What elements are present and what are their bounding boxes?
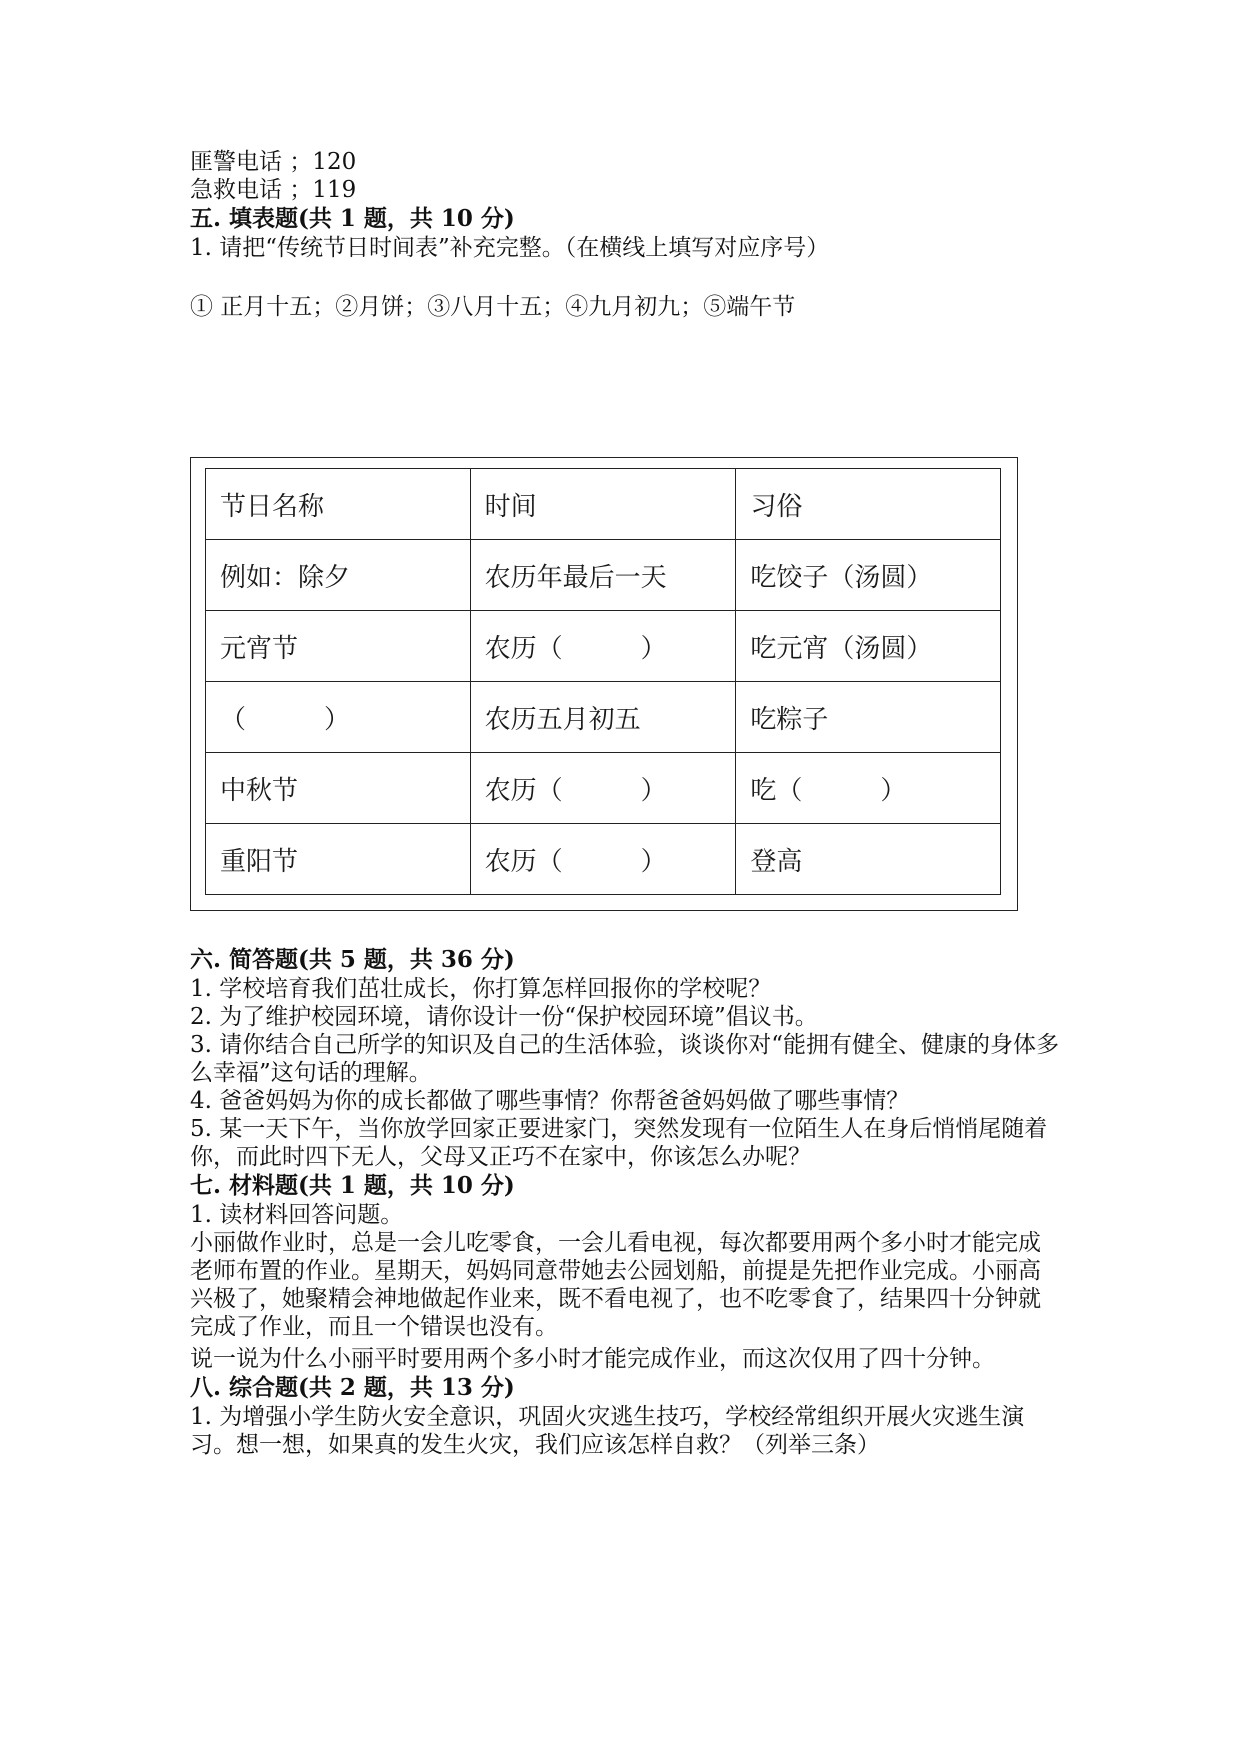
- table-cell: 中秋节: [206, 753, 471, 824]
- table-row: [206, 753, 1001, 824]
- table-cell: 吃（ ）: [736, 753, 1001, 824]
- section6-item: 5. 某一天下午，当你放学回家正要进家门，突然发现有一位陌生人在身后悄悄尾随着你，而此时四下无人，父母又正巧不在家中，你该怎么办呢？: [190, 1116, 1048, 1170]
- table-header-row: [206, 469, 1001, 540]
- table-header-cell: 节日名称: [206, 469, 471, 540]
- emergency-phone-line: 急救电话 ；119: [190, 177, 357, 203]
- table-header-cell: 时间: [470, 469, 736, 540]
- section5-question: 1. 请把“传统节日时间表”补充完整。（在横线上填写对应序号）: [190, 235, 830, 261]
- table-cell: 元宵节: [206, 611, 471, 682]
- section6-item: 1. 学校培育我们茁壮成长，你打算怎样回报你的学校呢？: [190, 976, 772, 1002]
- table-cell: 例如：除夕: [206, 540, 471, 611]
- table-cell: 农历（ ）: [470, 753, 736, 824]
- section6-item: 4. 爸爸妈妈为你的成长都做了哪些事情？你帮爸爸妈妈做了哪些事情？: [190, 1088, 910, 1114]
- section7-question: 1. 读材料回答问题。: [190, 1202, 404, 1228]
- table-cell: 登高: [736, 824, 1001, 895]
- table-cell: 农历年最后一天: [470, 540, 736, 611]
- table-header-cell: 习俗: [736, 469, 1001, 540]
- table-row: [206, 682, 1001, 753]
- table-cell: 农历五月初五: [470, 682, 736, 753]
- table-row: [206, 540, 1001, 611]
- section8-question: 1. 为增强小学生防火安全意识，巩固火灾逃生技巧，学校经常组织开展火灾逃生演习。想一想，如果真的发生火灾，我们应该怎样自救？（列举三条）: [190, 1404, 1025, 1458]
- section7-prompt: 说一说为什么小丽平时要用两个多小时才能完成作业，而这次仅用了四十分钟。: [190, 1346, 995, 1372]
- table-cell: 吃元宵（汤圆）: [736, 611, 1001, 682]
- section5-heading: 五. 填表题(共 1 题，共 10 分): [190, 205, 515, 232]
- table-row: [206, 824, 1001, 895]
- festival-table: [205, 468, 1001, 895]
- section8-heading: 八. 综合题(共 2 题，共 13 分): [190, 1374, 515, 1401]
- section5-options: ① 正月十五；②月饼；③八月十五；④九月初九；⑤端午节: [190, 294, 796, 320]
- section6-heading: 六. 简答题(共 5 题，共 36 分): [190, 946, 515, 973]
- table-cell: 吃饺子（汤圆）: [736, 540, 1001, 611]
- section6-item: 2. 为了维护校园环境，请你设计一份“保护校园环境”倡议书。: [190, 1004, 818, 1030]
- table-cell: 吃粽子: [736, 682, 1001, 753]
- table-cell: 重阳节: [206, 824, 471, 895]
- table-cell: 农历（ ）: [470, 611, 736, 682]
- police-phone-line: 匪警电话 ；120: [190, 149, 357, 175]
- table-cell: 农历（ ）: [470, 824, 736, 895]
- section6-item: 3. 请你结合自己所学的知识及自己的生活体验，谈谈你对“能拥有健全、健康的身体多么幸福”这句话的理解。: [190, 1032, 1060, 1086]
- section7-heading: 七. 材料题(共 1 题，共 10 分): [190, 1172, 515, 1199]
- upper-content: [190, 148, 1070, 322]
- lower-content: [190, 945, 1070, 1459]
- festival-table-frame: [190, 457, 1018, 911]
- table-row: [206, 611, 1001, 682]
- section7-material: 小丽做作业时，总是一会儿吃零食，一会儿看电视，每次都要用两个多小时才能完成老师布置的作业。星期天，妈妈同意带她去公园划船，前提是先把作业完成。小丽高兴极了，她聚精会神地做起作业来，既不看电视了，也不吃零食了，结果四十分钟就完成了作业，而且一个错误也没有。: [190, 1230, 1041, 1340]
- table-cell: （ ）: [206, 682, 471, 753]
